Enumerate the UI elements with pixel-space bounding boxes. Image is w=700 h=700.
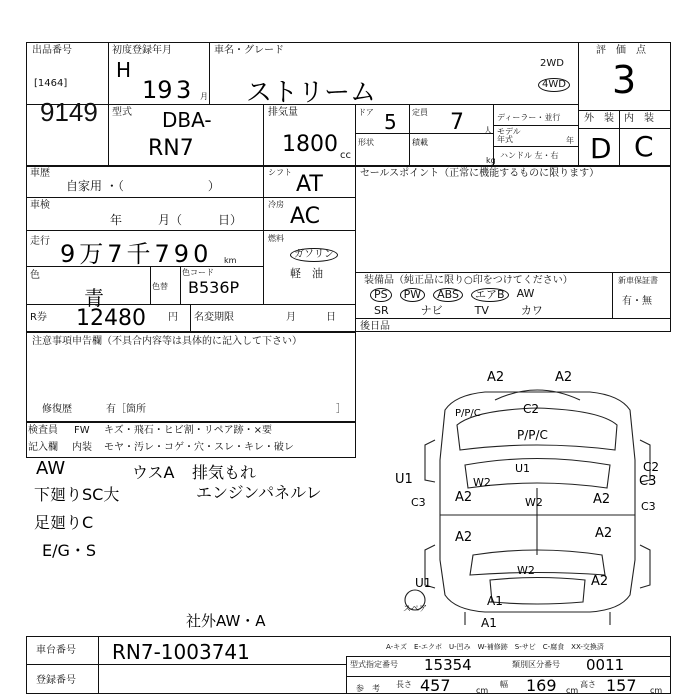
drive-2wd: 2WD [540, 58, 564, 69]
exterior-defects: キズ・飛石・ヒビ割・リペア跡・×要 [104, 425, 272, 436]
mark: A2 [455, 490, 473, 505]
option-aw: AW [516, 287, 535, 300]
mileage-label: 走行 [30, 236, 50, 247]
ticket-unit: 円 [168, 312, 178, 323]
option-ps: PS [370, 288, 392, 302]
note-engine: E/G・S [42, 541, 97, 560]
lot-sub-number: [1464] [34, 78, 68, 89]
exterior-label: 外 装 [584, 113, 614, 124]
doors-label: ドア [358, 108, 374, 117]
inspection-label: 車検 [30, 200, 50, 211]
exterior-grade: D [590, 132, 612, 165]
capacity-unit: 人 [484, 126, 492, 135]
mark: C2 [523, 402, 540, 416]
displacement-value: 1800 [282, 132, 338, 157]
height-value: 157 [606, 676, 637, 695]
class-spec-value: 0011 [586, 656, 625, 674]
chassis-value: RN7-1003741 [112, 640, 250, 664]
mark: U1 [515, 462, 531, 475]
color-code-value: B536P [188, 278, 240, 297]
capacity-value: 7 [450, 110, 464, 135]
mark: W2 [525, 496, 543, 509]
fuel-gas [290, 248, 338, 262]
doors-value: 5 [384, 110, 397, 134]
note-exhaust-leak: 排気もれ [192, 463, 257, 482]
options-row2 [374, 305, 543, 317]
mark: A1 [487, 594, 503, 608]
mark: A2 [593, 492, 611, 507]
model-label: 型式 [112, 107, 132, 118]
transfer-label: 名変期限 [194, 312, 234, 323]
dimension-ref: 参 考 [356, 684, 380, 693]
class-spec-label: 類別区分番号 [512, 660, 560, 669]
registration-label: 登録番号 [36, 675, 76, 686]
car-name: ストリーム [246, 78, 377, 108]
damage-legend: A-キズ E-エクボ U-凹み W-補修跡 S-サビ C-腐食 XX-交換済 [386, 643, 604, 651]
history-value: 自家用 ・（ ） [66, 179, 220, 193]
rear-items-label: 後日品 [360, 321, 390, 332]
reg-year: 19 [142, 76, 173, 104]
model-prefix: DBA- [162, 108, 212, 132]
option-leather: カワ [520, 304, 543, 317]
mark: W2 [517, 564, 535, 577]
option-tv: TV [474, 304, 489, 317]
first-reg-label: 初度登録年月 [112, 45, 172, 56]
lot-number: 9149 [40, 97, 98, 127]
handle-label: ハンドル 左・右 [500, 151, 559, 160]
inspector-label: 検査員 [28, 425, 58, 436]
model-code: RN7 [148, 136, 194, 161]
options-row1 [370, 288, 534, 302]
type-spec-value: 15354 [424, 656, 472, 674]
sales-point-label: セールスポイント（正常に機能するものに限ります） [360, 168, 600, 179]
warranty-label: 新車保証書 [618, 276, 658, 285]
reg-month: 3 [176, 76, 192, 104]
fuel-oil: 軽 油 [290, 267, 323, 280]
load-label: 積載 [412, 138, 428, 147]
repair-label: 修復歴 [42, 404, 72, 415]
ac-value: AC [290, 204, 321, 229]
color-value: 青 [84, 286, 104, 310]
score-value: 3 [612, 58, 637, 102]
type-spec-label: 型式指定番号 [350, 660, 398, 669]
length-unit: cm [476, 686, 489, 695]
mark: U1 [415, 576, 432, 590]
history-label: 車歴 [30, 168, 50, 179]
notes-label: 注意事項申告欄（不具合内容等は具体的に記入して下さい） [32, 336, 302, 347]
note-suspension: 足廻りC [34, 513, 94, 532]
mark: C3 [639, 474, 657, 489]
mark: P/P/C [455, 408, 481, 419]
option-navi: ナビ [420, 304, 443, 317]
note-usu-a: ウスA [132, 463, 175, 482]
length-label: 長さ [396, 680, 412, 689]
note-underbody: 下廻りSC大 [34, 485, 120, 504]
option-abs: ABS [433, 288, 463, 302]
chassis-label: 車台番号 [36, 645, 76, 656]
shift-label: シフト [268, 168, 292, 177]
mark: U1 [395, 472, 413, 487]
reg-month-unit: 月 [200, 92, 208, 101]
mark: A2 [487, 370, 505, 385]
mileage-value: 9万7千790 [60, 240, 213, 268]
interior-label: 内 装 [624, 113, 654, 124]
width-value: 169 [526, 676, 557, 695]
entry-label: 記入欄 [28, 442, 58, 453]
displacement-unit: cc [340, 150, 351, 161]
drive-4wd-circle: 4WD [538, 78, 570, 92]
mark: A2 [555, 370, 573, 385]
note-engine-panel: エンジンパネルレ [196, 483, 322, 502]
mark: P/P/C [517, 428, 548, 442]
length-value: 457 [420, 676, 451, 695]
era: H [116, 58, 132, 82]
dealer-label: ディーラー・並行 [497, 113, 561, 122]
load-unit: kg [486, 156, 496, 165]
note-aftermarket-aw: 社外AW・A [186, 612, 266, 630]
options-label: 装備品（純正品に限り○印をつけてください） [364, 275, 573, 286]
option-sr: SR [374, 304, 389, 317]
width-unit: cm [566, 686, 579, 695]
score-label: 評 価 点 [596, 45, 646, 56]
ticket-value: 12480 [76, 306, 146, 331]
fuel-gas-circle: ガソリン [290, 248, 338, 262]
interior-grade: C [634, 130, 654, 163]
repair-value: 有［箇所 [106, 404, 146, 415]
mark: C3 [641, 500, 656, 513]
drive-4wd [538, 78, 570, 92]
inspection-value: 年 月（ 日） [110, 213, 243, 227]
mark: A2 [455, 530, 473, 545]
fw-label: FW [74, 425, 90, 436]
model-year-label: モデル年式 [497, 127, 521, 144]
diagram-marks [395, 370, 680, 635]
mark: A2 [591, 574, 609, 589]
orig-color-label: 色替 [152, 282, 168, 291]
displacement-label: 排気量 [268, 107, 298, 118]
option-pw: PW [400, 288, 426, 302]
height-label: 高さ [580, 680, 596, 689]
model-year-unit: 年 [566, 136, 574, 145]
lot-label: 出品番号 [32, 45, 72, 56]
height-unit: cm [650, 686, 663, 695]
mark: C2 [643, 460, 660, 474]
fuel-label: 燃料 [268, 234, 284, 243]
mark: W2 [473, 476, 491, 489]
interior-defects: モヤ・汚レ・コゲ・穴・スレ・キレ・破レ [104, 442, 294, 453]
car-name-label: 車名・グレード [214, 45, 284, 56]
mark: A1 [481, 616, 497, 630]
capacity-label: 定員 [412, 108, 428, 117]
note-aw: AW [36, 458, 66, 479]
color-label: 色 [30, 270, 40, 281]
spare-label: スペア [403, 604, 427, 613]
ticket-label: R券 [30, 312, 47, 323]
repair-close: ］ [336, 404, 346, 415]
width-label: 幅 [500, 680, 508, 689]
shift-value: AT [296, 172, 323, 197]
ac-label: 冷房 [268, 200, 284, 209]
color-code-label: 色コード [182, 268, 214, 277]
interior-row-label: 内装 [72, 442, 92, 453]
transfer-unit: 月 日 [286, 312, 336, 323]
mileage-unit: km [224, 256, 237, 265]
option-airbag: エアB [471, 288, 509, 302]
warranty-value: 有・無 [622, 296, 652, 307]
mark: C3 [411, 496, 426, 509]
mark: A2 [595, 526, 613, 541]
shape-label: 形状 [358, 138, 374, 147]
